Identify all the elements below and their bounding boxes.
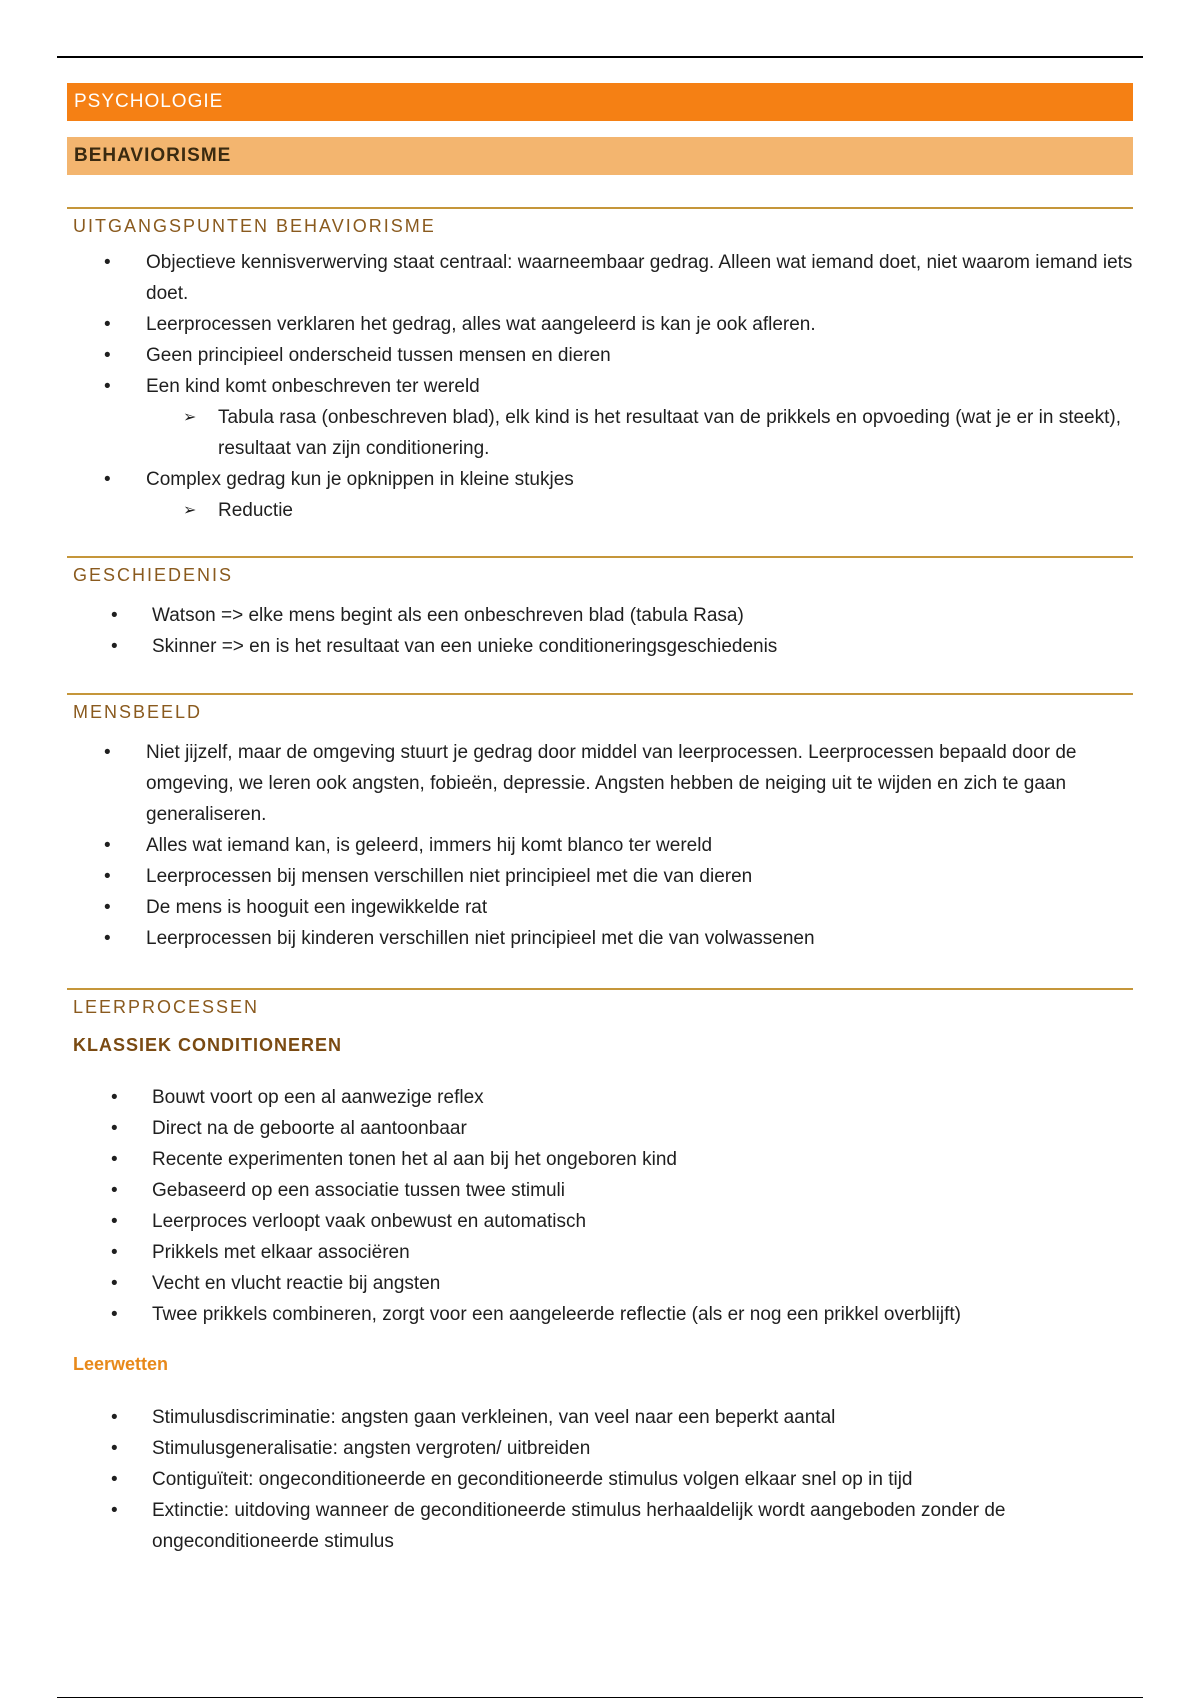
section-title: MENSBEELD [73, 702, 203, 722]
arrow-bullet-icon: ➢ [183, 502, 197, 519]
bullet-icon: • [111, 1180, 118, 1201]
list-item: • Bouwt voort op een al aanwezige reflex [67, 1082, 1133, 1113]
section-geschiedenis [67, 556, 1133, 585]
bullet-icon: • [111, 1407, 118, 1428]
list-item: • Niet jijzelf, maar de omgeving stuurt je gedrag door middel van leerprocessen. Leerprocessen bepaald door de omgeving, we leren ook angsten, fobieën, depressie. Angsten hebben de neiging uit te wijden en zich te gaan generaliseren. [67, 737, 1133, 830]
list-item: • Gebaseerd op een associatie tussen twee stimuli [67, 1175, 1133, 1206]
bullet-icon: • [111, 1469, 118, 1490]
bullet-icon: • [104, 314, 111, 335]
section-title: LEERPROCESSEN [73, 997, 260, 1017]
bullet-icon: • [104, 866, 111, 887]
arrow-bullet-icon: ➢ [183, 409, 197, 426]
section-title: GESCHIEDENIS [73, 565, 234, 585]
list-item: • Skinner => en is het resultaat van een unieke conditioneringsgeschiedenis [67, 631, 1133, 662]
bullet-icon: • [104, 835, 111, 856]
subsection-title-leerwetten: Leerwetten [73, 1354, 169, 1374]
list-item: • Direct na de geboorte al aantoonbaar [67, 1113, 1133, 1144]
section-mensbeeld [67, 693, 1133, 722]
sub-list [146, 402, 1133, 464]
list-item: • Geen principieel onderscheid tussen mensen en dieren [67, 340, 1133, 371]
section-title: UITGANGSPUNTEN BEHAVIORISME [73, 216, 436, 236]
bullet-icon: • [111, 1211, 118, 1232]
bullet-icon: • [111, 1242, 118, 1263]
list-item: • Leerprocessen bij kinderen verschillen niet principieel met die van volwassenen [67, 923, 1133, 954]
list-item: • Objectieve kennisverwerving staat centraal: waarneembaar gedrag. Alleen wat iemand doet, niet waarom iemand iets doet. [67, 247, 1133, 309]
bullet-icon: • [111, 1149, 118, 1170]
sub-list-item: ➢ Tabula rasa (onbeschreven blad), elk kind is het resultaat van de prikkels en opvoeding (wat je er in steekt), resultaat van zijn conditionering. [146, 402, 1133, 464]
list-item: • Prikkels met elkaar associëren [67, 1237, 1133, 1268]
bullet-icon: • [111, 1273, 118, 1294]
bullet-icon: • [111, 1118, 118, 1139]
sub-list [146, 495, 1133, 526]
bullet-icon: • [111, 1500, 118, 1521]
bullet-icon: • [111, 605, 118, 626]
page-top-rule [57, 56, 1143, 58]
bullet-icon: • [111, 636, 118, 657]
klassiek-conditioneren-list [67, 1082, 1133, 1330]
mensbeeld-list [67, 737, 1133, 954]
bullet-icon: • [104, 742, 111, 763]
bullet-icon: • [104, 345, 111, 366]
uitgangspunten-list [67, 247, 1133, 526]
list-item: • Alles wat iemand kan, is geleerd, immers hij komt blanco ter wereld [67, 830, 1133, 861]
heading-behaviorisme: BEHAVIORISME [67, 137, 1133, 175]
page-bottom-rule [57, 1697, 1143, 1698]
document-body [67, 83, 1133, 1557]
list-item: • Stimulusdiscriminatie: angsten gaan verkleinen, van veel naar een beperkt aantal [67, 1402, 1133, 1433]
bullet-icon: • [104, 376, 111, 397]
leerwetten-list [67, 1402, 1133, 1557]
list-item: • Twee prikkels combineren, zorgt voor een aangeleerde reflectie (als er nog een prikkel overblijft) [67, 1299, 1133, 1330]
geschiedenis-list [67, 600, 1133, 662]
list-item: • Stimulusgeneralisatie: angsten vergroten/ uitbreiden [67, 1433, 1133, 1464]
list-item: • Recente experimenten tonen het al aan bij het ongeboren kind [67, 1144, 1133, 1175]
list-item: • Complex gedrag kun je opknippen in kleine stukjes ➢ Reductie [67, 464, 1133, 526]
list-item: • Leerproces verloopt vaak onbewust en automatisch [67, 1206, 1133, 1237]
list-item: • Extinctie: uitdoving wanneer de geconditioneerde stimulus herhaaldelijk wordt aangeboden zonder de ongeconditioneerde stimulus [67, 1495, 1133, 1557]
bullet-icon: • [104, 252, 111, 273]
bullet-icon: • [104, 928, 111, 949]
bullet-icon: • [104, 469, 111, 490]
list-item: • Vecht en vlucht reactie bij angsten [67, 1268, 1133, 1299]
bullet-icon: • [104, 897, 111, 918]
list-item: • De mens is hooguit een ingewikkelde rat [67, 892, 1133, 923]
section-leerprocessen [67, 988, 1133, 1017]
list-item: • Watson => elke mens begint als een onbeschreven blad (tabula Rasa) [67, 600, 1133, 631]
section-uitgangspunten [67, 207, 1133, 236]
bullet-icon: • [111, 1438, 118, 1459]
bullet-icon: • [111, 1304, 118, 1325]
list-item: • Leerprocessen verklaren het gedrag, alles wat aangeleerd is kan je ook afleren. [67, 309, 1133, 340]
sub-list-item: ➢ Reductie [146, 495, 1133, 526]
heading-psychologie: PSYCHOLOGIE [67, 83, 1133, 121]
bullet-icon: • [111, 1087, 118, 1108]
list-item: • Een kind komt onbeschreven ter wereld ➢ Tabula rasa (onbeschreven blad), elk kind is het resultaat van de prikkels en opvoeding (wat je er in steekt), resultaat van zijn conditionering. [67, 371, 1133, 464]
subsection-title-klassiek-conditioneren: KLASSIEK CONDITIONEREN [73, 1035, 343, 1055]
list-item: • Leerprocessen bij mensen verschillen niet principieel met die van dieren [67, 861, 1133, 892]
list-item: • Contiguïteit: ongeconditioneerde en geconditioneerde stimulus volgen elkaar snel op in tijd [67, 1464, 1133, 1495]
